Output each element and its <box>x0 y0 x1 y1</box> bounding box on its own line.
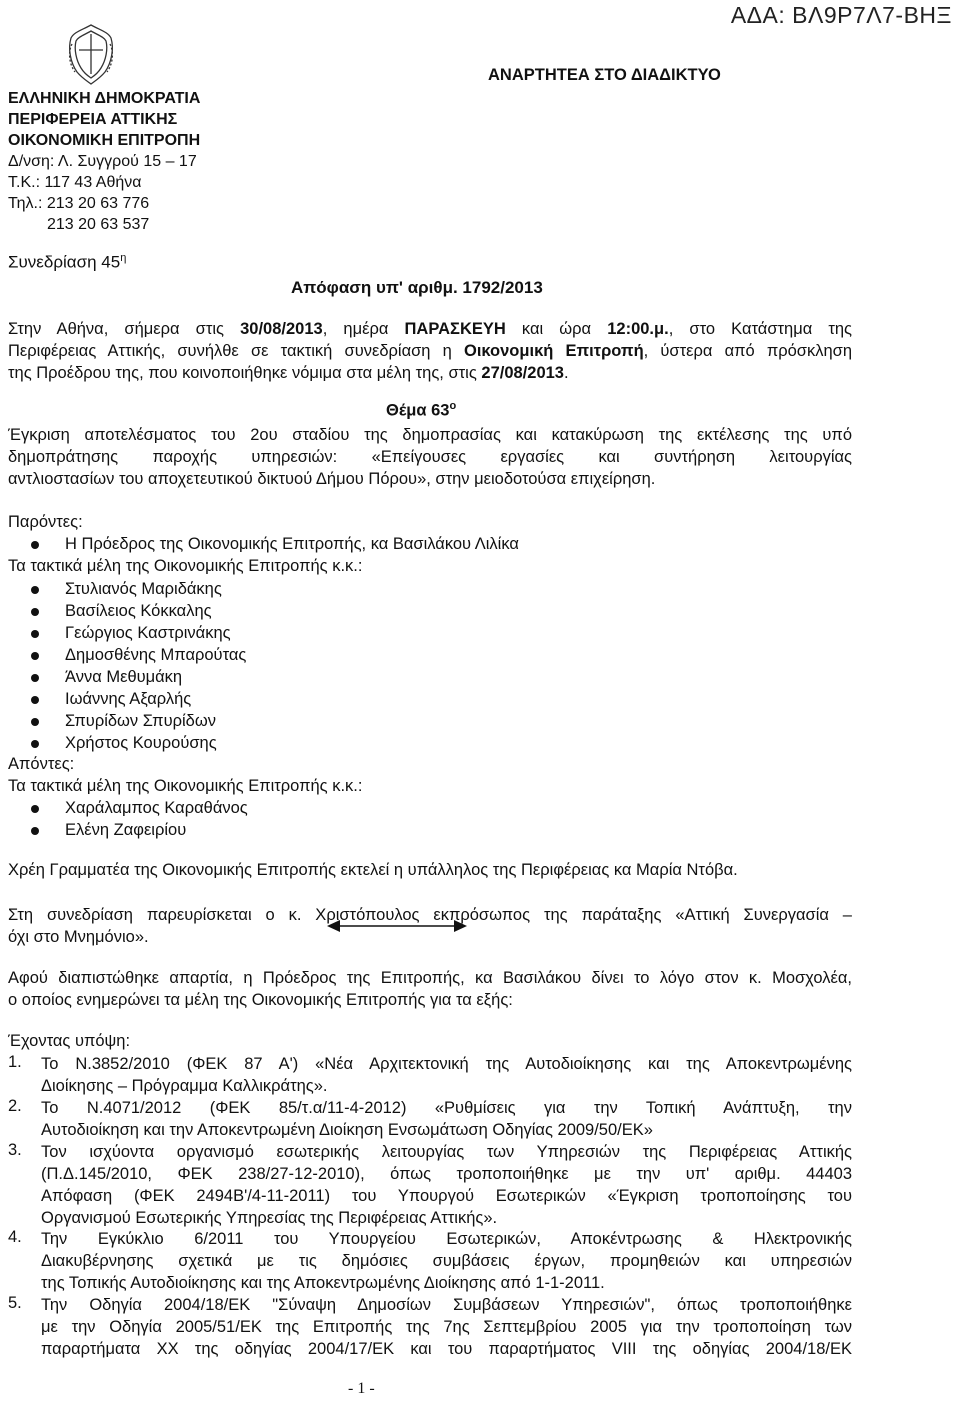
header-committee: ΟΙΚΟΝΟΜΙΚΗ ΕΠΙΤΡΟΠΗ <box>8 132 201 149</box>
considering-item: Τον ισχύοντα οργανισμό εσωτερικής λειτουργίας των Υπηρεσιών της Περιφέρειας Αττικής (Π.Δ.145/2010, ΦΕΚ 238/27-12-2010), όπως τροποποιήθηκε με την υπ' αριθμ. 44403 Απόφαση (ΦΕΚ 2494Β'/4-11-2011) του Υπουργού Εσωτερικών «Έγκριση τροποποίησης του Οργανισμού Εσωτερικής Υπηρεσίας της Περιφέρειας Αττικής». <box>41 1143 852 1227</box>
topic-text: Έγκριση αποτελέσματος του 2ου σταδίου της δημοπρασίας και κατακύρωση της εκτέλεσης της υπό δημοπράτησης παροχής υπηρεσιών: «Επείγουσες εργασίες και συντήρηση λειτουργίας αντλιοστασίων του αποχετευτικού δικτυού Δήμου Πόρου», στην μειοδοτούσα επιχείρηση. <box>8 426 852 488</box>
header-postcode: Τ.Κ.: 117 43 Αθήνα <box>8 174 142 191</box>
present-member: Δημοσθένης Μπαρούτας <box>65 646 247 664</box>
item-number: 1. <box>8 1053 22 1071</box>
bullet <box>31 718 39 726</box>
item-number: 3. <box>8 1141 22 1159</box>
present-member: Χρήστος Κουρούσης <box>65 734 217 752</box>
guest-paragraph: Στη συνεδρίαση παρευρίσκεται ο κ. Χριστόπουλος εκπρόσωπος της παράταξης «Αττική Συνεργασία – όχι στο Μνημόνιο». <box>8 906 852 946</box>
secretary-line: Χρέη Γραμματέα της Οικονομικής Επιτροπής εκτελεί η υπάλληλος της Περιφέρειας κα Μαρία Ντόβα. <box>8 861 738 879</box>
bullet <box>31 652 39 660</box>
considering-item: Την Εγκύκλιο 6/2011 του Υπουργείου Εσωτερικών, Αποκέντρωσης & Ηλεκτρονικής Διακυβέρνησης σχετικά με τις δημόσιες συμβάσεις έργων, προμηθειών και υπηρεσιών της Τοπικής Αυτοδιοίκησης και της Αποκεντρωμένης Διοίκησης από 1-1-2011. <box>41 1230 852 1292</box>
item-number: 5. <box>8 1294 22 1312</box>
bullet <box>31 674 39 682</box>
present-member: Άννα Μεθυμάκη <box>65 668 183 686</box>
absent-member: Ελένη Ζαφειρίου <box>65 821 187 839</box>
posted-online-note: ΑΝΑΡΤΗΤΕΑ ΣΤΟ ΔΙΑΔΙΚΤΥΟ <box>488 66 721 84</box>
considering-item: Το Ν.4071/2012 (ΦΕΚ 85/τ.α/11-4-2012) «Ρυθμίσεις για την Τοπική Ανάπτυξη, την Αυτοδιοίκηση και την Αποκεντρωμένη Διοίκηση Ενσωμάτωση Οδηγίας 2009/50/ΕΚ» <box>41 1099 852 1139</box>
present-label: Παρόντες: <box>8 513 83 531</box>
present-member: Ιωάννης Αξαρλής <box>65 690 192 708</box>
considering-item: Το Ν.3852/2010 (ΦΕΚ 87 Α') «Νέα Αρχιτεκτονική της Αυτοδιοίκησης και της Αποκεντρωμένης Διοίκησης – Πρόγραμμα Καλλικράτης». <box>41 1055 852 1095</box>
bullet <box>31 630 39 638</box>
bullet <box>31 827 39 835</box>
considering-label: Έχοντας υπόψη: <box>8 1032 131 1050</box>
chair-name: Η Πρόεδρος της Οικονομικής Επιτροπής, κα Βασιλάκου Λιλίκα <box>65 535 519 553</box>
regular-members-label: Τα τακτικά μέλη της Οικονομικής Επιτροπής κ.κ.: <box>8 557 363 575</box>
absent-label: Απόντες: <box>8 755 75 773</box>
present-member: Στυλιανός Μαριδάκης <box>65 580 222 598</box>
intro-line-2: Περιφέρειας Αττικής, συνήλθε σε τακτική συνεδρίαση η Οικονομική Επιτροπή, ύστερα από πρόσκληση <box>8 342 853 360</box>
absent-member: Χαράλαμπος Καραθάνος <box>65 799 248 817</box>
bullet <box>31 541 39 549</box>
ada-code: ΑΔΑ: ΒΛ9Ρ7Λ7-ΒΗΞ <box>730 2 952 28</box>
intro-paragraph <box>8 318 852 384</box>
header-phone: Τηλ.: 213 20 63 776 <box>8 195 150 212</box>
header-region: ΠΕΡΙΦΕΡΕΙΑ ΑΤΤΙΚΗΣ <box>8 111 178 128</box>
bullet <box>31 805 39 813</box>
topic-title: Θέμα $63^o$ <box>386 400 457 420</box>
bullet <box>31 608 39 616</box>
double-arrow-icon <box>327 918 467 934</box>
considering-item: Την Οδηγία 2004/18/ΕΚ "Σύναψη Δημοσίων Συμβάσεων Υπηρεσιών", όπως τροποποιήθηκε με την Οδηγία 2005/51/ΕΚ της Επιτροπής της 7ης Σεπτεμβρίου 2005 για την τροποποίηση των παραρτήματα ΧΧ της οδηγίας 2004/17/ΕΚ και του παραρτήματος VIII της οδηγίας 2004/18/ΕΚ <box>41 1296 852 1358</box>
intro-line-1: Στην Αθήνα, σήμερα στις 30/08/2013, ημέρα ΠΑΡΑΣΚΕΥΗ και ώρα 12:00.μ., στο Κατάστημα της <box>8 320 853 338</box>
header-phone-2: 213 20 63 537 <box>47 216 150 233</box>
decision-number: Απόφαση υπ' αριθμ. 1792/2013 <box>291 278 543 297</box>
present-member: Σπυρίδων Σπυρίδων <box>65 712 216 730</box>
item-number: 2. <box>8 1097 22 1115</box>
bullet <box>31 586 39 594</box>
greek-emblem-icon <box>62 22 120 86</box>
bullet <box>31 740 39 748</box>
present-member: Βασίλειος Κόκκαλης <box>65 602 212 620</box>
header-address: Δ/νση: Λ. Συγγρού 15 – 17 <box>8 153 197 170</box>
bullet <box>31 696 39 704</box>
intro-line-3: της Προέδρου της, που κοινοποιήθηκε νόμιμα στα μέλη της, στις 27/08/2013. <box>8 364 569 382</box>
session-number: Συνεδρίαση $45^\eta$ <box>8 252 127 272</box>
regular-members-label-2: Τα τακτικά μέλη της Οικονομικής Επιτροπής κ.κ.: <box>8 777 363 795</box>
page-number: - 1 - <box>348 1380 375 1397</box>
header-country: ΕΛΛΗΝΙΚΗ ΔΗΜΟΚΡΑΤΙΑ <box>8 90 201 107</box>
quorum-paragraph: Αφού διαπιστώθηκε απαρτία, η Πρόεδρος της Επιτροπής, κα Βασιλάκου δίνει το λόγο στον κ. Μοσχολέα, ο οποίος ενημερώνει τα μέλη της Οικονομικής Επιτροπής για τα εξής: <box>8 969 852 1009</box>
present-member: Γεώργιος Καστρινάκης <box>65 624 231 642</box>
item-number: 4. <box>8 1228 22 1246</box>
